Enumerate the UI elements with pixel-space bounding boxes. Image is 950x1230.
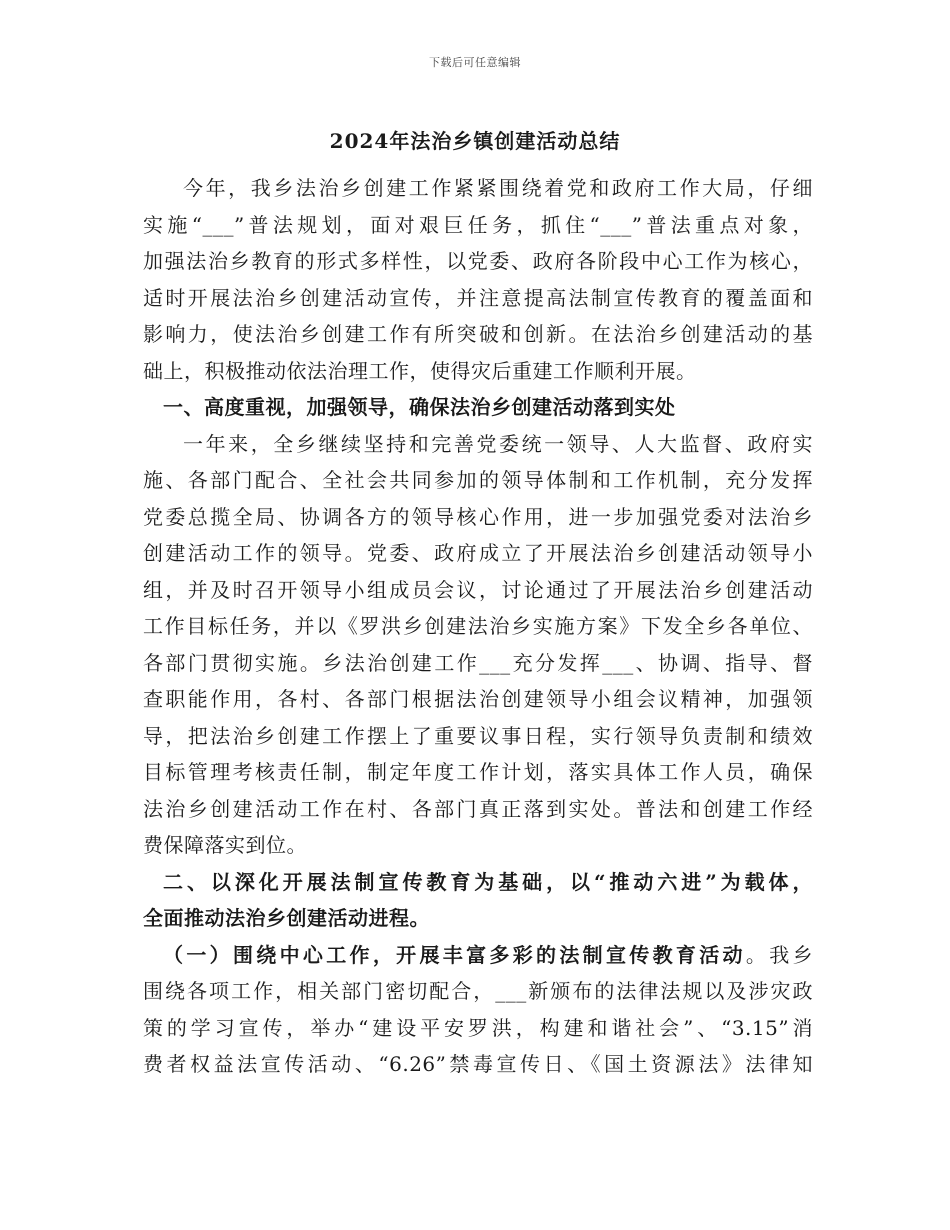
header-note: 下载后可任意编辑 — [429, 56, 521, 69]
text-line: 工作目标任务，并以《罗洪乡创建法治乡实施方案》下发全乡各单位、 — [143, 614, 813, 638]
text-line: 组，并及时召开领导小组成员会议，讨论通过了开展法治乡创建活动 — [143, 577, 813, 602]
text-line: 影响力，使法治乡创建工作有所突破和创新。在法治乡创建活动的基 — [143, 322, 813, 346]
document-body — [143, 170, 813, 1083]
text-line: 今年，我乡法治乡创建工作紧紧围绕着党和政府工作大局，仔细 — [183, 176, 813, 200]
text-line: 费保障落实到位。 — [143, 833, 307, 857]
document-title: 2024年法治乡镇创建活动总结 — [329, 129, 621, 153]
text-line: 围绕各项工作，相关部门密切配合，___新颁布的法律法规以及涉灾政 — [143, 979, 813, 1003]
text-line: 各部门贯彻实施。乡法治创建工作___充分发挥___、协调、指导、督 — [143, 650, 813, 675]
paragraph-intro — [143, 170, 813, 389]
paragraph-subsection-1 — [143, 937, 813, 1083]
heading-line: 一、高度重视，加强领导，确保法治乡创建活动落到实处 — [163, 395, 676, 419]
section-heading-1 — [143, 389, 813, 426]
text-line: 导，把法治乡创建工作摆上了重要议事日程，实行领导负责制和绩效 — [143, 723, 813, 748]
text-line: 查职能作用，各村、各部门根据法治创建领导小组会议精神，加强领 — [143, 687, 813, 711]
text-line: 施、各部门配合、全社会共同参加的领导体制和工作机制，充分发挥 — [143, 468, 813, 492]
text-line: 党委总揽全局、协调各方的领导核心作用，进一步加强党委对法治乡 — [143, 504, 813, 529]
text-line: 目标管理考核责任制，制定年度工作计划，落实具体工作人员，确保 — [143, 760, 813, 784]
text-line — [143, 937, 813, 974]
text-line: 创建活动工作的领导。党委、政府成立了开展法治乡创建活动领导小 — [143, 541, 813, 565]
text-line: 法治乡创建活动工作在村、各部门真正落到实处。普法和创建工作经 — [143, 796, 813, 821]
subsection-heading: （一）围绕中心工作，开展丰富多彩的法制宣传教育活动 — [163, 942, 746, 967]
text-line: 础上，积极推动依法治理工作，使得灾后重建工作顺利开展。 — [143, 358, 697, 383]
heading-line: 全面推动法治乡创建活动进程。 — [143, 906, 430, 930]
text-line: 策的学习宣传，举办“建设平安罗洪，构建和谐社会”、“3.15”消 — [143, 1015, 813, 1040]
subsection-lead: 。我乡 — [745, 942, 814, 967]
paragraph-section-1 — [143, 426, 813, 864]
text-line: 适时开展法治乡创建活动宣传，并注意提高法制宣传教育的覆盖面和 — [143, 285, 813, 310]
text-line: 费者权益法宣传活动、“6.26”禁毒宣传日、《国土资源法》法律知 — [143, 1052, 813, 1076]
text-line: 实施“___”普法规划，面对艰巨任务，抓住“___”普法重点对象， — [143, 212, 813, 237]
section-heading-2 — [143, 864, 813, 937]
text-line: 加强法治乡教育的形式多样性，以党委、政府各阶段中心工作为核心， — [143, 249, 813, 273]
text-line: 一年来，全乡继续坚持和完善党委统一领导、人大监督、政府实 — [183, 431, 813, 456]
heading-line: 二、以深化开展法制宣传教育为基础，以“推动六进”为载体， — [163, 869, 813, 894]
